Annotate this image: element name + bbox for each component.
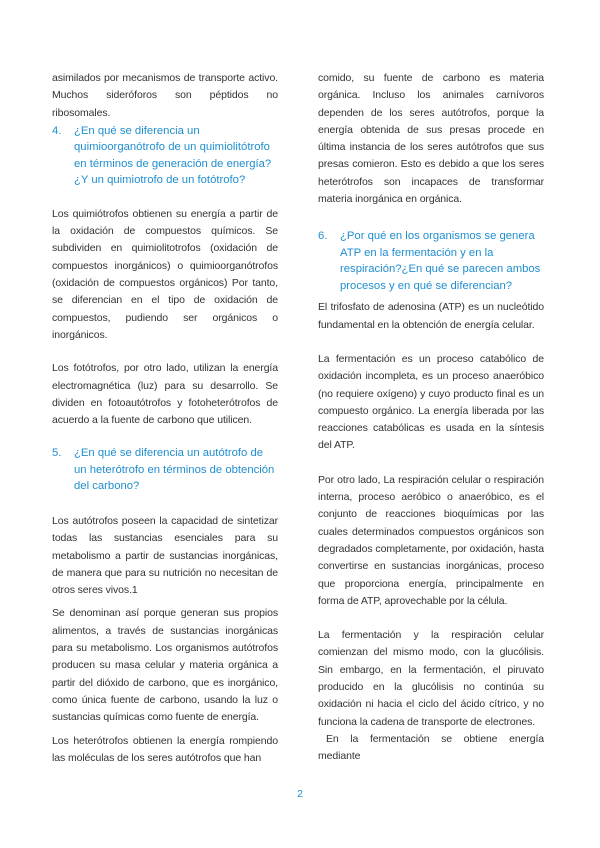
paragraph: Los autótrofos poseen la capacidad de sintetizar todas las sustancias esenciales para su metabolismo a partir de sustancias inorgánicas, de manera que para su nutrición no necesitan de otros seres vivos.1 bbox=[52, 514, 278, 597]
question-number: 4. bbox=[52, 124, 62, 137]
question-text: ¿Por qué en los organismos se genera ATP en la fermentación y en la respiración?¿En qué se parecen ambos procesos y en qué se diferencian? bbox=[340, 230, 541, 292]
paragraph: Los heterótrofos obtienen la energía rompiendo las moléculas de los seres autótrofos que han bbox=[52, 734, 278, 764]
paragraph: Por otro lado, La respiración celular o respiración interna, proceso aeróbico o anaeróbico, es el conjunto de reacciones bioquímicas por las cuales determinados compuestos orgánicos son degradados completamente, por oxidación, hasta convertirse en sustancias inorgánicas, proceso que proporciona energía, principalmente en forma de ATP, aprovechable por la célula. bbox=[318, 473, 544, 607]
paragraph: Los quimiótrofos obtienen su energía a partir de la oxidación de compuestos químicos. Se subdividen en quimiolitotrofos (oxidación de compuestos inorgánicos) o quimioorganótrofos (oxidación de compuestos orgánicos) Por tanto, se diferencian en el tipo de oxidación de compuestos, pudiendo ser orgánicos o inorgánicos. bbox=[52, 207, 278, 341]
question-text: ¿En qué se diferencia un autótrofo de un heterótrofo en términos de obtención del carbono? bbox=[74, 447, 275, 493]
page-number: 2 bbox=[297, 788, 303, 800]
question-number: 6. bbox=[318, 230, 328, 243]
question-5-heading bbox=[52, 445, 278, 495]
continuation-paragraph: asimilados por mecanismos de transporte activo. Muchos sideróforos son péptidos no ribosomales. bbox=[52, 72, 278, 119]
paragraph: El trifosfato de adenosina (ATP) es un nucleótido fundamental en la obtención de energía celular. bbox=[318, 301, 544, 331]
right-column bbox=[318, 70, 544, 766]
continuation-paragraph: comido, su fuente de carbono es materia orgánica. Incluso los animales carnívoros dependen de los seres autótrofos, porque la energía obtenida de sus presas procede en última instancia de los seres autótrofos que sus presas comieron. Esto es debido a que los seres heterótrofos son incapaces de transformar materia inorgánica en orgánica. bbox=[318, 72, 544, 206]
question-4-heading bbox=[52, 123, 278, 189]
left-column bbox=[52, 70, 278, 767]
question-number: 5. bbox=[52, 447, 62, 460]
paragraph: La fermentación es un proceso catabólico de oxidación incompleta, es un proceso anaeróbico (no requiere oxígeno) y cuyo producto final es un compuesto orgánico. La energía liberada por las reacciones catabólicas es usada en la síntesis del ATP. bbox=[318, 352, 544, 452]
question-text: ¿En qué se diferencia un quimioorganótrofo de un quimiolitótrofo en términos de generación de energía? ¿Y un quimiotrofo de un fotótrofo? bbox=[74, 124, 272, 187]
paragraph: En la fermentación se obtiene energía mediante bbox=[318, 732, 544, 763]
paragraph: Los fotótrofos, por otro lado, utilizan la energía electromagnética (luz) para su desarrollo. Se dividen en fotoautótrofos y fotoheterótrofos de acuerdo a la fuente de carbono que utilicen. bbox=[52, 362, 278, 427]
paragraph: La fermentación y la respiración celular comienzan del mismo modo, con la glucólisis. Sin embargo, en la fermentación, el piruvato producido en la glucólisis no continúa su oxidación ni hacia el ciclo del ácido cítrico, y no funciona la cadena de transporte de electrones. bbox=[318, 629, 544, 728]
question-6-heading bbox=[318, 228, 544, 294]
paragraph: Se denominan así porque generan sus propios alimentos, a través de sustancias inorgánicas para su metabolismo. Los organismos autótrofos producen su masa celular y materia orgánica a partir del dióxido de carbono, que es inorgánico, como única fuente de carbono, usando la luz o sustancias químicas como fuente de energía. bbox=[52, 607, 278, 724]
